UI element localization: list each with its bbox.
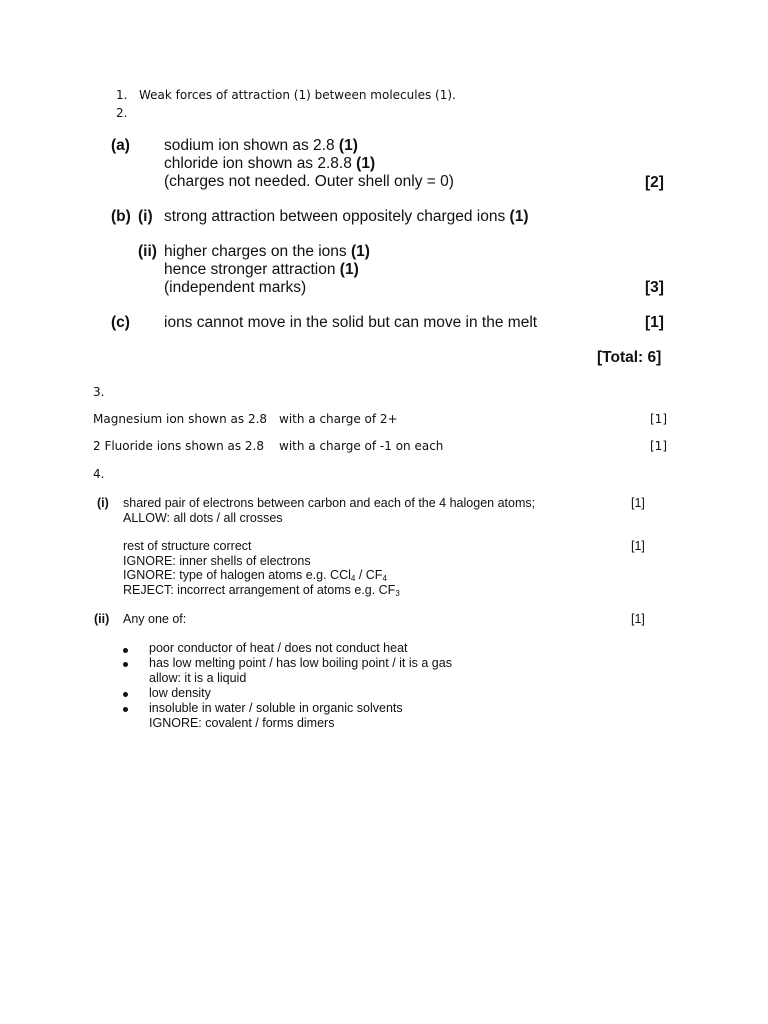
q2b-ii-line3: (independent marks)	[164, 279, 307, 296]
q2a-line3: (charges not needed. Outer shell only = 0)	[164, 173, 454, 190]
q2a-line1-mark: (1)	[338, 137, 358, 154]
q4ii-bullet-4-ignore: IGNORE: covalent / forms dimers	[149, 716, 335, 730]
q2b-ii-line2-mark: (1)	[339, 261, 359, 278]
q1-text: Weak forces of attraction (1) between molecules (1).	[139, 88, 456, 102]
q2b-ii-label: (ii)	[138, 243, 157, 260]
q4ii-bullet-1: poor conductor of heat / does not conduct heat	[149, 641, 408, 655]
q2b-ii-line1: higher charges on the ions (1)	[164, 243, 370, 260]
q2a-total: [2]	[645, 174, 664, 191]
q4-number: 4.	[93, 467, 105, 481]
q4i-line5: IGNORE: type of halogen atoms e.g. $CCl_4 / CF_4$	[123, 568, 387, 583]
q3-number: 3.	[93, 385, 105, 399]
bullet-dot	[123, 692, 128, 697]
q4ii-bullet-3: low density	[149, 686, 211, 700]
q4i-line4: IGNORE: inner shells of electrons	[123, 554, 311, 568]
q2b-i-mark: (1)	[509, 208, 529, 225]
q2c-total: [1]	[645, 314, 664, 331]
bullet-dot	[123, 648, 128, 653]
q2a-line2: chloride ion shown as 2.8.8 (1)	[164, 155, 376, 172]
q3-row1-part1: Magnesium ion shown as 2.8	[93, 412, 268, 426]
q4i-mark1: [1]	[631, 496, 645, 510]
q2a-line1: sodium ion shown as 2.8 (1)	[164, 137, 358, 154]
q4i-mark2: [1]	[631, 539, 645, 553]
q3-row1-part2: with a charge of 2+	[279, 412, 398, 426]
q3-row1-mark: [1]	[650, 412, 667, 426]
q4ii-mark: [1]	[631, 612, 645, 626]
q2b-i-text: strong attraction between oppositely charged ions (1)	[164, 208, 529, 225]
q3-row2-mark: [1]	[650, 439, 667, 453]
bullet-dot	[123, 662, 128, 667]
q1-number: 1.	[116, 88, 128, 102]
q2-number: 2.	[116, 106, 128, 120]
q4ii-text: Any one of:	[123, 612, 187, 626]
q2c-text: ions cannot move in the solid but can move in the melt	[164, 314, 538, 331]
q2a-label: (a)	[111, 137, 130, 154]
q4i-label: (i)	[97, 496, 109, 510]
q2a-line2-mark: (1)	[356, 155, 376, 172]
q4i-line1: shared pair of electrons between carbon and each of the 4 halogen atoms;	[123, 496, 536, 510]
q2-grand-total: [Total: 6]	[597, 349, 662, 366]
q4i-line3: rest of structure correct	[123, 539, 252, 553]
q2b-i-label: (i)	[138, 208, 153, 225]
q2b-label: (b)	[111, 208, 131, 225]
q2b-total: [3]	[645, 279, 664, 296]
q2b-ii-line2: hence stronger attraction (1)	[164, 261, 359, 278]
q4i-line6: REJECT: incorrect arrangement of atoms e.g. $CF_3$	[123, 583, 400, 598]
q2b-ii-line1-mark: (1)	[350, 243, 370, 260]
q4i-line2: ALLOW: all dots / all crosses	[123, 511, 283, 525]
q3-row2-part1: 2 Fluoride ions shown as 2.8	[93, 439, 264, 453]
q3-row2-part2: with a charge of -1 on each	[279, 439, 444, 453]
q4ii-label: (ii)	[94, 612, 110, 626]
q4ii-bullet-2: has low melting point / has low boiling point / it is a gas	[149, 656, 452, 670]
q4ii-bullet-2-allow: allow: it is a liquid	[149, 671, 247, 685]
bullet-dot	[123, 707, 128, 712]
q2c-label: (c)	[111, 314, 130, 331]
q4ii-bullet-4: insoluble in water / soluble in organic solvents	[149, 701, 403, 715]
